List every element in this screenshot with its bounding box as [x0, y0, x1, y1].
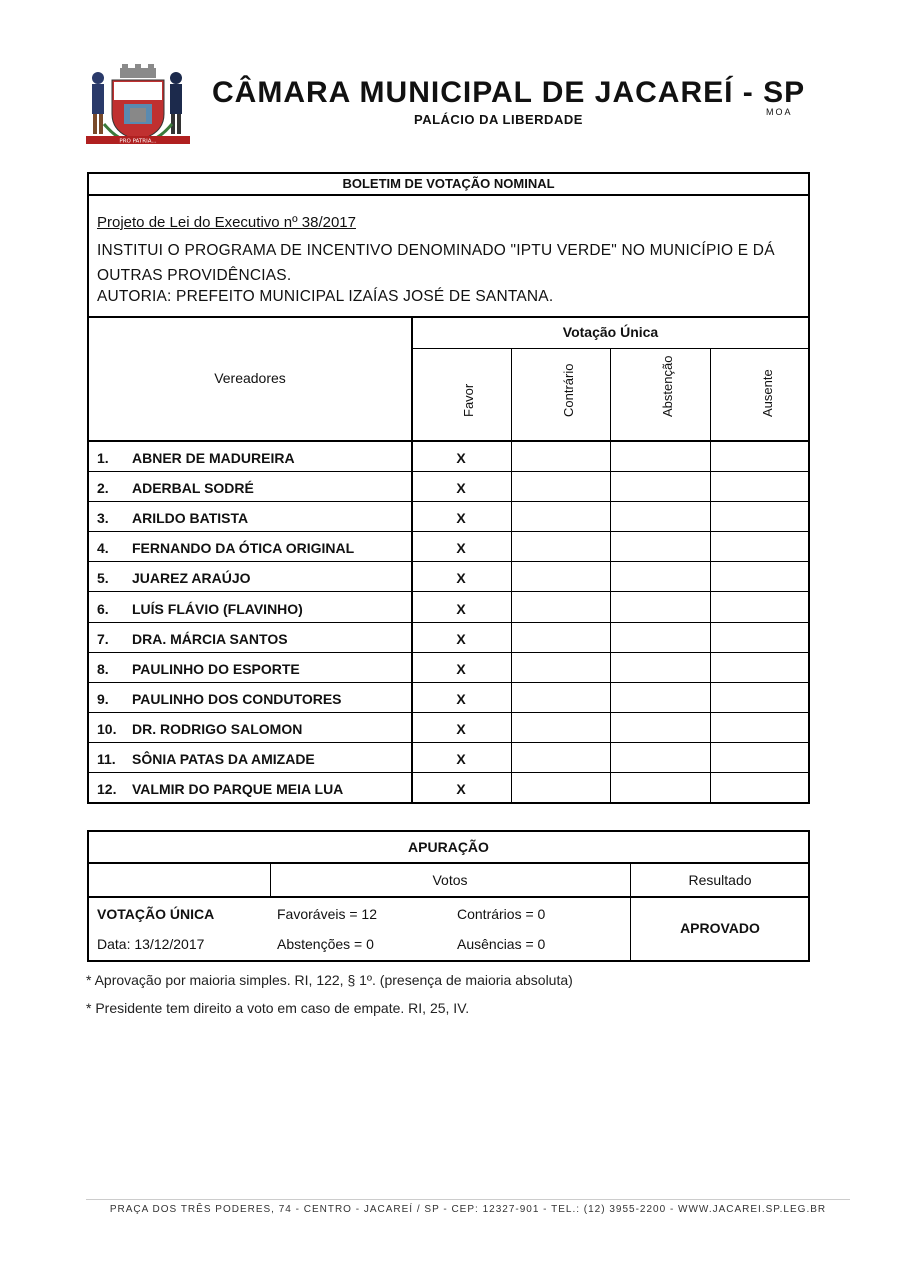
row-number: 5. [97, 570, 109, 587]
footer-address: PRAÇA DOS TRÊS PODERES, 74 - CENTRO - JACAREÍ / SP - CEP: 12327-901 - TEL.: (12) 3955-2200 - WWW.JACAREI.SP.LEG.BR [109, 1204, 827, 1215]
vote-mark-favor: X [456, 450, 466, 466]
bulletin-title: BOLETIM DE VOTAÇÃO NOMINAL [89, 174, 808, 196]
result-status: APROVADO [680, 920, 760, 936]
moa-label: MOA [766, 107, 793, 117]
councilor-name: DRA. MÁRCIA SANTOS [132, 630, 288, 647]
vote-mark-favor: X [456, 751, 466, 767]
row-number: 6. [97, 600, 109, 617]
divider [89, 896, 810, 898]
table-row [89, 743, 810, 773]
councilor-name: PAULINHO DO ESPORTE [132, 660, 300, 677]
table-row [89, 532, 810, 562]
table-row [89, 653, 810, 683]
project-author: AUTORIA: PREFEITO MUNICIPAL IZAÍAS JOSÉ DE SANTANA. [97, 288, 554, 305]
row-number: 4. [97, 540, 109, 557]
column-header-vereadores: Vereadores [214, 370, 286, 386]
table-row [89, 713, 810, 743]
row-number: 3. [97, 510, 109, 527]
tally-title: APURAÇÃO [89, 832, 808, 864]
voting-type: VOTAÇÃO ÚNICA [97, 906, 215, 922]
vote-mark-favor: X [456, 480, 466, 497]
note-majority: * Aprovação por maioria simples. RI, 122, § 1º. (presença de maioria absoluta) [86, 972, 573, 988]
councilor-name: ABNER DE MADUREIRA [132, 450, 295, 466]
councilor-name: FERNANDO DA ÓTICA ORIGINAL [132, 540, 355, 557]
vote-mark-favor: X [456, 630, 466, 647]
councilor-name: PAULINHO DOS CONDUTORES [132, 690, 342, 707]
row-number: 1. [97, 450, 109, 466]
councilor-name: SÔNIA PATAS DA AMIZADE [132, 751, 315, 767]
page-subtitle: PALÁCIO DA LIBERDADE [414, 112, 583, 127]
vote-mark-favor: X [456, 660, 466, 677]
table-row [89, 773, 810, 803]
row-number: 10. [97, 720, 117, 737]
abstention-count: Abstenções = 0 [277, 936, 374, 952]
vote-mark-favor: X [456, 510, 466, 527]
tally-table [87, 830, 810, 962]
vote-mark-favor: X [456, 690, 466, 707]
column-header-contrario: Contrário [561, 363, 576, 417]
footer-divider [86, 1199, 850, 1200]
divider [89, 316, 810, 318]
vote-mark-favor: X [456, 540, 466, 557]
table-row [89, 593, 810, 623]
table-row [89, 562, 810, 592]
result-header: Resultado [688, 872, 752, 888]
councilor-name: ADERBAL SODRÉ [132, 480, 254, 497]
absence-count: Ausências = 0 [457, 936, 546, 952]
coat-of-arms-logo [84, 64, 192, 150]
councilor-name: LUÍS FLÁVIO (FLAVINHO) [132, 600, 303, 617]
project-description: INSTITUI O PROGRAMA DE INCENTIVO DENOMINADO "IPTU VERDE" NO MUNICÍPIO E DÁ OUTRAS PROVIDÊNCIAS. [97, 242, 775, 284]
table-row [89, 623, 810, 653]
page-title: CÂMARA MUNICIPAL DE JACAREÍ - SP [212, 76, 806, 109]
crest-motto: PRO PATRIA... [119, 138, 157, 145]
vote-mark-favor: X [456, 570, 466, 587]
voting-bulletin-table [87, 172, 810, 804]
column-header-votacao: Votação Única [562, 324, 659, 340]
row-number: 2. [97, 480, 109, 497]
table-row [89, 502, 810, 532]
column-header-favor: Favor [461, 383, 476, 417]
vote-mark-favor: X [456, 600, 466, 617]
votes-header: Votos [432, 872, 468, 888]
project-title: Projeto de Lei do Executivo nº 38/2017 [97, 214, 356, 231]
table-row [89, 442, 810, 472]
table-row [89, 472, 810, 502]
vote-mark-favor: X [456, 720, 466, 737]
councilor-name: DR. RODRIGO SALOMON [132, 720, 303, 737]
column-header-abstencao: Abstenção [660, 355, 675, 417]
note-president: * Presidente tem direito a voto em caso de empate. RI, 25, IV. [86, 1000, 470, 1016]
against-count: Contrários = 0 [457, 906, 546, 922]
row-number: 7. [97, 630, 109, 647]
councilor-name: JUAREZ ARAÚJO [132, 570, 251, 587]
row-number: 8. [97, 660, 109, 677]
councilor-name: VALMIR DO PARQUE MEIA LUA [132, 781, 344, 798]
voting-date: Data: 13/12/2017 [97, 936, 205, 952]
row-number: 12. [97, 781, 117, 798]
vote-mark-favor: X [456, 781, 466, 798]
column-header-ausente: Ausente [760, 369, 775, 417]
row-number: 9. [97, 690, 109, 707]
councilor-name: ARILDO BATISTA [132, 510, 249, 527]
row-number: 11. [97, 751, 116, 767]
table-row [89, 683, 810, 713]
favorable-count: Favoráveis = 12 [277, 906, 377, 922]
